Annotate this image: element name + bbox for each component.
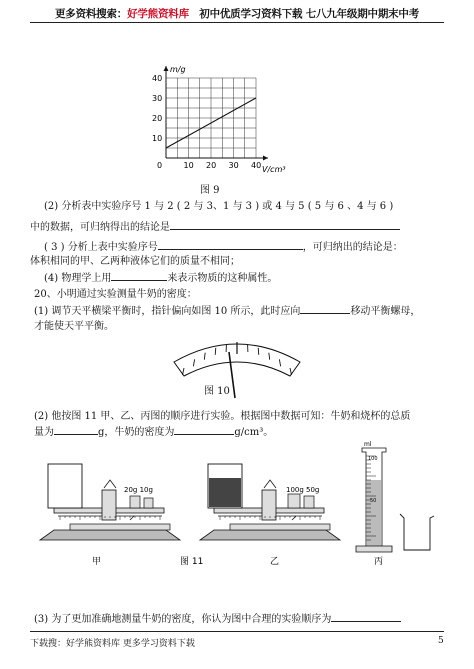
- beam-scales: [60, 516, 320, 520]
- p20-1-text-b: 移动平衡螺母，: [350, 306, 421, 317]
- q3-text-a: ( 3 ) 分析上表中实验序号: [44, 242, 158, 253]
- q3-line1: [44, 240, 403, 254]
- p20-1-answer-blank[interactable]: [300, 304, 350, 314]
- gauge-tick: [290, 368, 292, 375]
- q3-text-b: ，可归纳出的结论是：: [302, 242, 403, 253]
- fig11-apparatus: [30, 438, 444, 576]
- gauge-tick: [215, 348, 216, 355]
- gauge-tick: [193, 359, 194, 366]
- p20-2-text-b: 量为: [34, 427, 54, 438]
- balance-jia: [40, 464, 180, 540]
- page-header: [0, 6, 474, 21]
- q2-text: 中的数据，可归纳得出的结论是: [30, 222, 170, 233]
- x-tick-label: 30: [228, 161, 239, 170]
- p20-2-text-c: g，牛奶的密度为: [98, 427, 175, 438]
- label-jia: 甲: [92, 557, 102, 567]
- weights-label-jia: 20g 10g: [124, 486, 153, 494]
- p20-3-text: (3) 为了更加准确地测量牛奶的密度，你认为图中合理的实验顺序为: [34, 614, 332, 625]
- chart-grid: [166, 78, 256, 158]
- y-tick-label: 40: [152, 74, 163, 83]
- p20-2-line1: (2) 他按图 11 甲、乙、丙图的顺序进行实验。根据图中数据可知：牛奶和烧杯的总质: [34, 411, 411, 422]
- q3-answer-blank[interactable]: [158, 240, 303, 250]
- cylinder-top-mark: 100: [368, 456, 378, 462]
- label-yi: 乙: [270, 557, 280, 567]
- fig10-caption: 图 10: [204, 386, 230, 397]
- footer-divider: [30, 631, 444, 632]
- q2-line1: (2) 分析表中实验序号 1 与 2 ( 2 与 3、1 与 3 ) 或 4 与 5 ( 5 与 6 、4 与 6 ): [44, 201, 394, 212]
- chart-ylabel: m/g: [170, 65, 186, 74]
- q4-answer-blank[interactable]: [111, 271, 167, 281]
- q2-answer-blank[interactable]: [170, 220, 400, 230]
- p20-3-answer-blank[interactable]: [331, 612, 401, 622]
- gauge-tick: [279, 359, 280, 366]
- q2-line2: [30, 220, 400, 234]
- p20-2-text-d: g/cm³。: [234, 427, 274, 438]
- fig9-chart: [140, 52, 286, 182]
- footer-text: 下载搜：好学熊资料库 更多学习资料下载: [30, 639, 195, 649]
- x-tick-label: 40: [251, 161, 262, 170]
- header-brand: 好学熊资料库: [127, 8, 189, 20]
- p20-2-mass-blank[interactable]: [54, 425, 98, 435]
- p20-title: 20、小明通过实验测量牛奶的密度：: [34, 289, 197, 300]
- chart-xlabel: V/cm³: [262, 165, 286, 174]
- p20-2-density-blank[interactable]: [174, 425, 234, 435]
- x-tick-label: 20: [206, 161, 217, 170]
- chart-origin-label: 0: [157, 161, 163, 170]
- x-tick-label: 10: [183, 161, 194, 170]
- x-axis-arrow: [263, 156, 268, 161]
- milk-in-beaker: [209, 478, 241, 507]
- chart-axes: [164, 66, 269, 161]
- empty-beaker: [48, 464, 82, 508]
- fig9-caption: 图 9: [200, 185, 220, 196]
- weights-label-yi: 100g 50g: [286, 486, 320, 494]
- cylinder-mid-mark: 50: [370, 498, 377, 504]
- p20-1-line1: [34, 304, 420, 318]
- q3-line2: 体积相同的甲、乙两种液体它们的质量不相同；: [30, 256, 240, 267]
- y-tick-label: 30: [152, 94, 163, 103]
- p20-1-text-a: (1) 调节天平横梁平衡时，指针偏向如图 10 所示，此时应向: [34, 306, 301, 317]
- gauge-tick: [183, 368, 185, 375]
- fig11-caption: 图 11: [180, 557, 204, 567]
- q4-text-a: (4) 物理学上用: [44, 273, 112, 284]
- fig10-pointer-scale: [166, 332, 308, 410]
- page-number: 5: [438, 636, 444, 646]
- gauge-tick: [204, 353, 205, 360]
- empty-beaker-bing: [400, 514, 434, 550]
- y-axis-arrow: [164, 66, 169, 71]
- balance-yi: [200, 464, 340, 540]
- gauge-tick: [269, 353, 270, 360]
- p20-2-line2: [34, 425, 273, 439]
- header-divider: [30, 22, 444, 23]
- label-bing: 丙: [374, 557, 384, 567]
- header-tagline: 初中优质学习资料下载 七八九年级期中期末中考: [199, 8, 420, 20]
- p20-1-line2: 才能使天平平衡。: [34, 321, 114, 332]
- y-tick-label: 20: [152, 114, 163, 123]
- p20-3-line: [34, 612, 401, 626]
- gauge-tick: [258, 348, 259, 355]
- q4-line: [44, 271, 277, 285]
- cylinder-unit: ml: [364, 441, 372, 448]
- y-tick-label: 10: [152, 134, 163, 143]
- header-search-text: 更多资料搜索：: [54, 8, 128, 20]
- q4-text-b: 来表示物质的这种属性。: [167, 273, 278, 284]
